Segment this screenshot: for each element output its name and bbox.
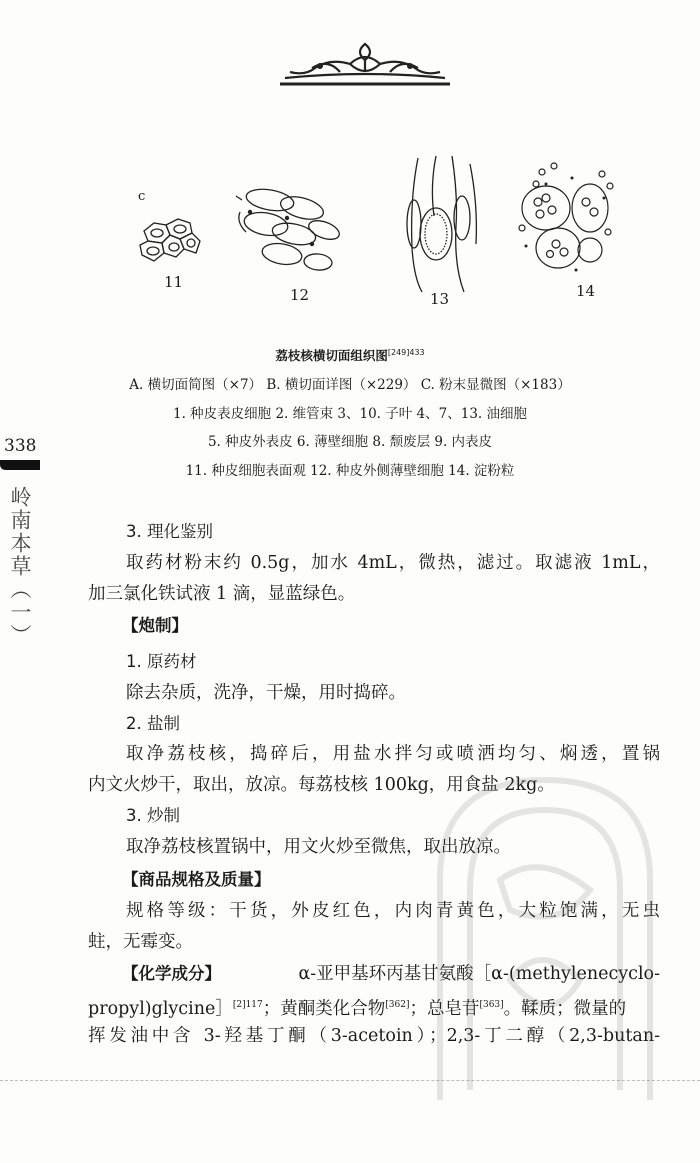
- watermark-seal-icon: [400, 760, 690, 1120]
- side-book-title: 岭南本草（一）: [8, 486, 32, 647]
- chem-text: ；黄酮类化合物: [262, 999, 386, 1019]
- chem-text: 。鞣质；微量的: [503, 999, 627, 1019]
- caption-line-4: 11. 种皮细胞表面观 12. 种皮外侧薄壁细胞 14. 淀粉粒: [185, 463, 515, 479]
- citation-ref: [363]: [479, 1000, 504, 1010]
- paragraph-line: 取净荔枝核，捣碎后，用盐水拌匀或喷洒均匀、焖透，置锅: [126, 744, 660, 764]
- section-heading-chemistry: 【化学成分】: [122, 964, 221, 983]
- chem-text: ；总皂苷: [409, 999, 480, 1019]
- figure-label-14: 14: [576, 282, 596, 300]
- caption-line-3: 5. 种皮外表皮 6. 薄壁细胞 8. 颓废层 9. 内表皮: [207, 434, 493, 450]
- subsection-heading-fry: 3. 炒制: [126, 806, 180, 825]
- page-number: 338: [4, 436, 37, 456]
- citation-ref: [2]117: [232, 1000, 263, 1010]
- figure-title-ref: [249]433: [387, 347, 425, 357]
- paragraph-line: 取净荔枝核置锅中，用文火炒至微焦，取出放凉。: [126, 837, 511, 857]
- figure-title-text: 荔枝核横切面组织图: [275, 348, 388, 363]
- subsection-heading-raw: 1. 原药材: [126, 652, 197, 671]
- section-heading-processing: 【炮制】: [122, 616, 188, 635]
- citation-ref: [362]: [385, 1000, 410, 1010]
- paragraph-line: 除去杂质，洗净，干燥，用时捣碎。: [126, 683, 406, 703]
- paragraph-line: α-亚甲基环丙基甘氨酸［α-(methylenecyclo-: [298, 964, 660, 984]
- figure-label-12: 12: [290, 286, 310, 304]
- section-heading-identification: 3. 理化鉴别: [126, 522, 213, 541]
- figure-label-c: c: [138, 189, 146, 204]
- caption-line-1: A. 横切面简图（×7） B. 横切面详图（×229） C. 粉末显微图（×183）: [129, 377, 571, 393]
- chem-text: propyl)glycine］: [88, 999, 233, 1019]
- paragraph-line: 挥发油中含 3-羟基丁酮（3-acetoin）；2,3-丁二醇（2,3-butan-: [88, 1026, 660, 1046]
- subsection-heading-salt: 2. 盐制: [126, 714, 180, 733]
- caption-line-2: 1. 种皮表皮细胞 2. 维管束 3、10. 子叶 4、7、13. 油细胞: [172, 406, 527, 422]
- page-tab-marker: [0, 460, 40, 470]
- paragraph-line: 加三氯化铁试液 1 滴，显蓝绿色。: [88, 584, 356, 604]
- section-heading-specs: 【商品规格及质量】: [122, 870, 271, 889]
- figure-label-13: 13: [430, 290, 450, 308]
- paragraph-line: 蛀，无霉变。: [88, 932, 193, 952]
- paragraph-line: 规格等级：干货，外皮红色，内肉青黄色，大粒饱满，无虫: [126, 901, 660, 921]
- figure-label-11: 11: [164, 273, 184, 291]
- paragraph-line: 内文火炒干，取出，放凉。每荔枝核 100kg，用食盐 2kg。: [88, 775, 555, 795]
- paragraph-line: 取药材粉末约 0.5g，加水 4mL，微热，滤过。取滤液 1mL，: [126, 553, 660, 573]
